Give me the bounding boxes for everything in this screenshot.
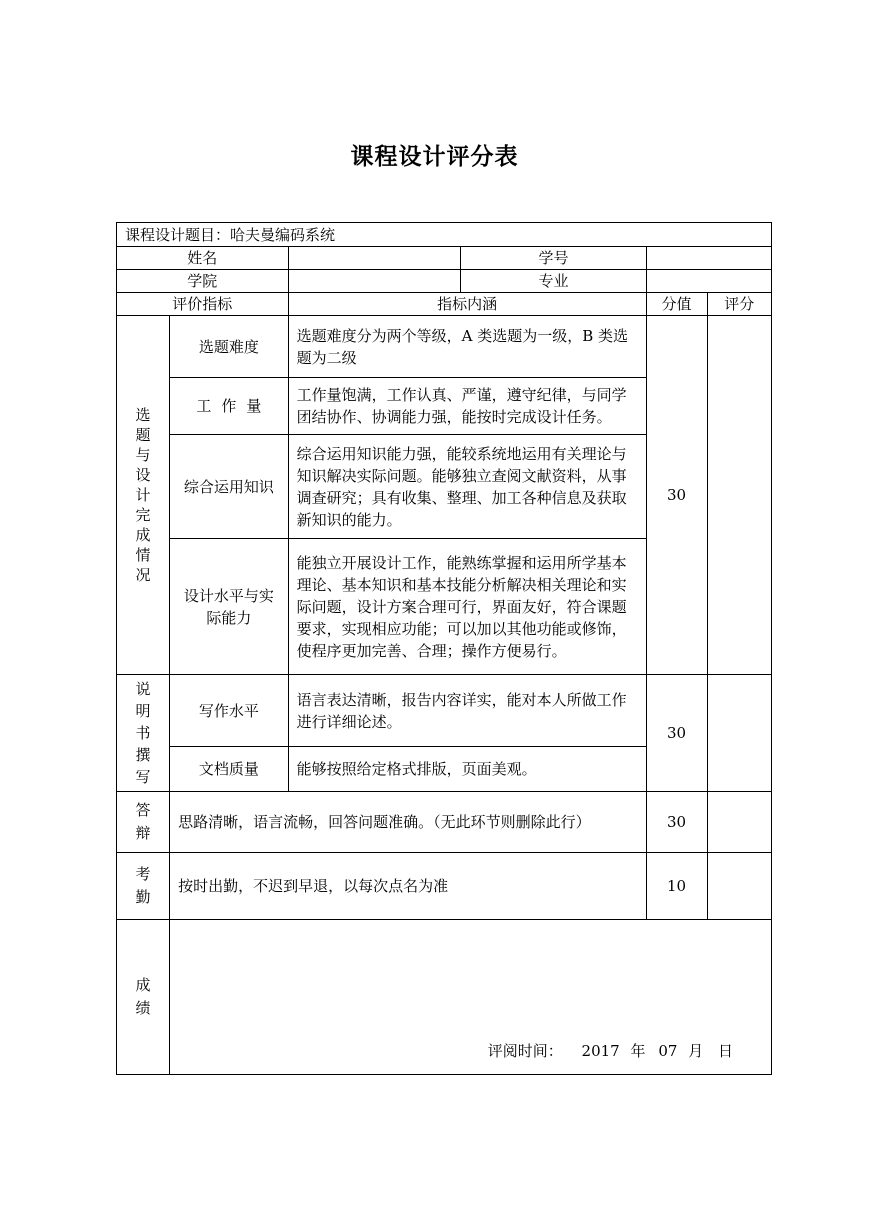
criterion-label: 综合运用知识	[170, 435, 289, 539]
category-label: 选题与设计完成情况	[135, 406, 151, 584]
category-label: 考勤	[135, 865, 151, 906]
major-field[interactable]	[646, 270, 771, 293]
header-points: 分值	[646, 293, 707, 316]
student-id-label: 学号	[461, 247, 646, 270]
category-design	[117, 316, 170, 675]
criterion-description: 能独立开展设计工作，能熟练掌握和运用所学基本理论、基本知识和基本技能分析解决相关理论和实际问题，设计方案合理可行，界面友好，符合课题要求，实现相应功能；可以加以其他功能或修饰，使程序更加完善、合理；操作方便易行。	[288, 539, 646, 675]
topic-value: 哈夫曼编码系统	[230, 225, 336, 244]
category-report	[117, 675, 170, 792]
header-indicator: 评价指标	[117, 293, 289, 316]
criterion-label: 选题难度	[170, 316, 289, 378]
criterion-description: 语言表达清晰，报告内容详实，能对本人所做工作进行详细论述。	[288, 675, 646, 747]
header-row	[117, 293, 772, 316]
criterion-row	[117, 675, 772, 747]
attendance-description: 按时出勤，不迟到早退，以每次点名为准	[170, 853, 647, 920]
review-time	[482, 1040, 733, 1062]
score-report[interactable]	[707, 675, 771, 792]
category-grade	[117, 920, 170, 1075]
criterion-description: 能够按照给定格式排版，页面美观。	[288, 747, 646, 792]
header-score: 评分	[707, 293, 771, 316]
header-content: 指标内涵	[288, 293, 646, 316]
attendance-row	[117, 853, 772, 920]
review-month-unit: 月	[688, 1042, 704, 1060]
college-field[interactable]	[288, 270, 461, 293]
points-attendance: 10	[646, 853, 707, 920]
defense-row	[117, 792, 772, 853]
college-row	[117, 270, 772, 293]
category-label: 成绩	[135, 976, 151, 1017]
criterion-label: 文档质量	[170, 747, 289, 792]
score-attendance[interactable]	[707, 853, 771, 920]
criterion-row	[117, 316, 772, 378]
grading-table	[116, 222, 772, 1075]
category-defense	[117, 792, 170, 853]
category-attendance	[117, 853, 170, 920]
name-label: 姓名	[117, 247, 289, 270]
page-title: 课程设计评分表	[350, 144, 519, 170]
score-design[interactable]	[707, 316, 771, 675]
criterion-description: 选题难度分为两个等级，A 类选题为一级，B 类选题为二级	[288, 316, 646, 378]
points-design: 30	[646, 316, 707, 675]
criterion-label: 设计水平与实际能力	[170, 539, 289, 675]
review-year: 2017	[581, 1042, 620, 1060]
criterion-label: 工作量	[170, 378, 289, 435]
topic-row	[117, 223, 772, 247]
major-label: 专业	[461, 270, 646, 293]
topic-label: 课程设计题目：	[125, 225, 231, 244]
name-field[interactable]	[288, 247, 461, 270]
category-label: 说明书撰写	[135, 680, 151, 786]
review-time-label: 评阅时间：	[487, 1042, 563, 1060]
name-row	[117, 247, 772, 270]
points-defense: 30	[646, 792, 707, 853]
criterion-description: 工作量饱满，工作认真、严谨，遵守纪律，与同学团结协作、协调能力强，能按时完成设计任务。	[288, 378, 646, 435]
score-defense[interactable]	[707, 792, 771, 853]
review-month: 07	[658, 1042, 678, 1060]
category-label: 答辩	[135, 801, 151, 842]
criterion-description: 综合运用知识能力强，能较系统地运用有关理论与知识解决实际问题。能够独立查阅文献资料，从事调查研究；具有收集、整理、加工各种信息及获取新知识的能力。	[288, 435, 646, 539]
review-year-unit: 年	[630, 1042, 646, 1060]
grade-row	[117, 920, 772, 1075]
student-id-field[interactable]	[646, 247, 771, 270]
college-label: 学院	[117, 270, 289, 293]
review-day-unit: 日	[717, 1042, 733, 1060]
defense-description: 思路清晰，语言流畅，回答问题准确。（无此环节则删除此行）	[170, 792, 647, 853]
grade-cell[interactable]	[170, 920, 772, 1075]
points-report: 30	[646, 675, 707, 792]
topic-cell	[117, 223, 772, 247]
criterion-label: 写作水平	[170, 675, 289, 747]
